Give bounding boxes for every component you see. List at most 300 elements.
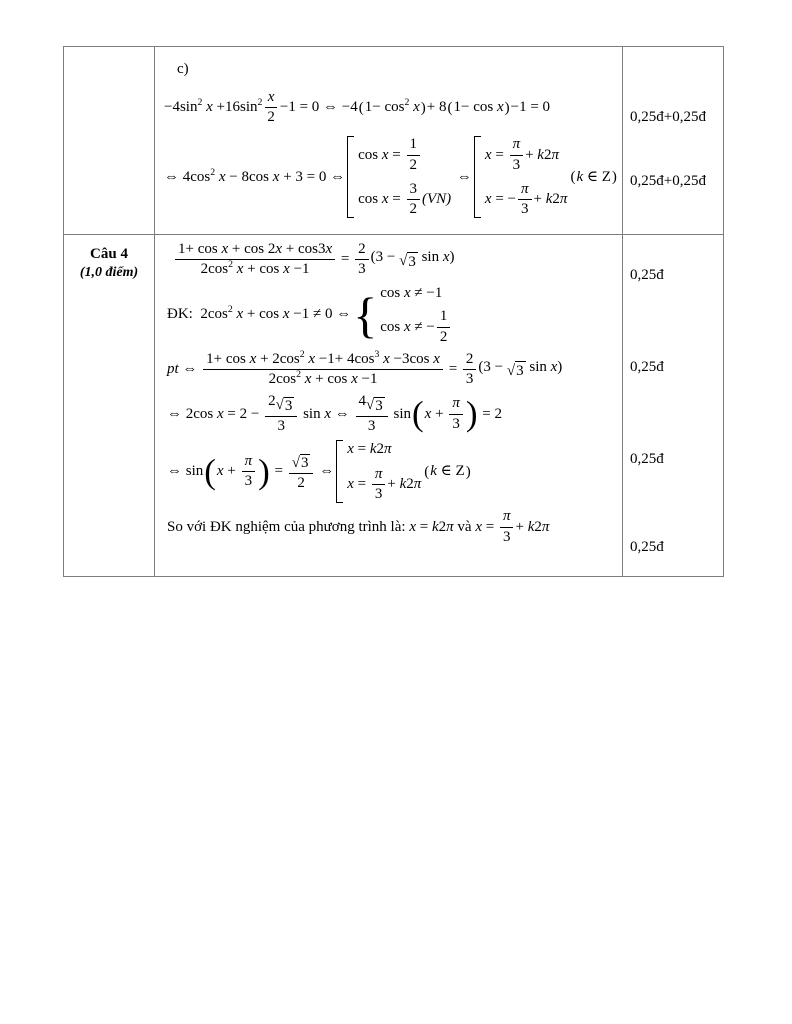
math-text: 3: [284, 397, 293, 414]
bracket-group: [474, 136, 568, 218]
numerator: [175, 241, 335, 260]
equation-stack: [347, 440, 421, 503]
math-run: [358, 146, 404, 165]
math-run: [452, 416, 460, 433]
math-var: x: [409, 99, 420, 116]
math-text: 1+ cos: [206, 350, 246, 367]
math-run: [503, 508, 511, 525]
math-text: 2: [406, 476, 414, 493]
math-var: π: [521, 180, 529, 197]
question-label-cell: [64, 235, 155, 576]
math-text: 2: [465, 350, 474, 367]
math-run: [177, 60, 189, 79]
fraction: [500, 508, 514, 546]
denominator: [407, 156, 421, 174]
math-line: [167, 393, 618, 435]
numerator: [242, 453, 256, 472]
math-text: −1+ 4cos: [318, 350, 375, 367]
math-text: + 8: [426, 99, 447, 116]
math-var: x: [267, 88, 275, 105]
paren-group: ( x + $\frac{\pi}{3}$ ): [204, 451, 270, 491]
stack-row: [485, 136, 559, 174]
math-var: π: [452, 395, 460, 412]
sqrt-radical: [507, 361, 526, 381]
math-run: [410, 136, 418, 153]
math-run: [453, 98, 503, 117]
math-var: π: [244, 453, 253, 469]
math-run: [521, 181, 529, 198]
math-line: [167, 440, 618, 503]
math-text: cos: [380, 284, 401, 301]
numerator: [203, 348, 443, 370]
math-text: 2: [409, 201, 417, 217]
paren-group: ( 1− cos x ): [447, 99, 510, 116]
math-run: [430, 462, 464, 481]
math-run: [245, 453, 253, 470]
stack-row: [347, 466, 421, 504]
math-var: k: [537, 146, 544, 163]
math-var: k: [527, 518, 535, 535]
fraction: [355, 241, 369, 279]
math-text: ⇔: [334, 405, 354, 422]
math-var: x: [304, 350, 319, 367]
radicand: [300, 454, 311, 472]
math-text: cos: [380, 318, 401, 335]
math-text: −3cos: [393, 350, 430, 367]
math-text: (3 −: [370, 249, 400, 266]
math-run: [453, 168, 472, 187]
solution-cell: [155, 47, 623, 234]
math-var: x: [202, 99, 217, 116]
fraction: [175, 241, 335, 279]
fraction: [449, 395, 463, 433]
math-text: + cos 2: [231, 241, 276, 257]
math-text: =: [270, 463, 287, 480]
math-var: k: [576, 168, 587, 185]
math-text: +: [387, 476, 400, 493]
math-var: π: [559, 191, 568, 208]
math-text: 2: [534, 518, 542, 535]
points-label: 0,25đ: [630, 451, 664, 467]
math-var: k: [430, 463, 441, 480]
math-run: [515, 518, 549, 537]
math-run: [285, 398, 293, 415]
math-run: [167, 305, 351, 324]
denominator: [198, 260, 313, 278]
numerator: [437, 308, 451, 327]
math-text: sin: [525, 358, 547, 375]
math-exponent: 2: [197, 97, 203, 109]
math-text: 2cos: [200, 261, 229, 278]
math-text: + cos: [246, 306, 280, 323]
math-var: x: [429, 350, 440, 367]
math-text: 3: [375, 397, 383, 414]
stack-row: [358, 181, 451, 219]
fraction: [265, 393, 297, 435]
math-run: [271, 462, 287, 481]
math-text: 3: [300, 455, 309, 472]
fraction: [289, 451, 314, 493]
math-text: 2: [543, 146, 552, 163]
math-text: −1 ≠ 0 ⇔: [293, 306, 352, 323]
math-run: [390, 405, 411, 424]
math-text: 2: [297, 475, 305, 492]
math-exponent: 2: [228, 259, 233, 271]
math-text: 3: [358, 261, 366, 278]
math-run: [485, 190, 516, 209]
math-run: [440, 329, 448, 346]
numerator: [355, 241, 369, 260]
points-label: 0,25đ+0,25đ: [630, 109, 706, 125]
math-text: =: [357, 441, 370, 458]
math-var: π: [512, 136, 521, 153]
math-text: 3: [277, 417, 285, 434]
paren-group: ( k ∈ Z ): [570, 168, 617, 186]
equation-stack: [358, 136, 451, 218]
numerator: [449, 395, 463, 414]
math-text: 2: [358, 241, 366, 257]
denominator: [242, 472, 256, 490]
math-run: [268, 89, 275, 106]
math-var: x: [279, 306, 294, 323]
math-var: x: [400, 284, 415, 301]
math-run: [503, 529, 511, 546]
fraction: [372, 466, 386, 504]
math-text: + 3 = 0 ⇔: [283, 168, 346, 185]
math-text: cos: [358, 146, 379, 163]
math-text: + 2cos: [260, 350, 300, 367]
math-run: [178, 241, 332, 258]
math-run: [375, 486, 383, 503]
math-var: x: [213, 405, 228, 422]
math-line: [164, 89, 618, 127]
math-run: [358, 241, 366, 258]
math-var: x: [217, 241, 232, 257]
fraction: [463, 351, 477, 389]
fraction: [203, 348, 443, 389]
paren-body: [365, 98, 420, 117]
stack-row: [485, 181, 568, 219]
math-run: [301, 455, 309, 472]
points-label: 0,25đ: [630, 267, 664, 283]
square-bracket: [347, 136, 354, 218]
math-var: x: [300, 371, 316, 387]
math-run: [576, 168, 610, 187]
math-var: x: [484, 146, 496, 163]
radicand: [284, 397, 295, 415]
math-var: π: [551, 146, 559, 163]
equation-stack: [485, 136, 568, 218]
radical-sign: √: [275, 397, 284, 414]
math-exponent: 2: [299, 348, 305, 360]
math-text: +: [525, 146, 538, 163]
points-label: 0,25đ: [630, 359, 664, 375]
math-text: ⇔: [182, 361, 202, 378]
math-var: k: [369, 441, 377, 458]
points-cell: [623, 47, 723, 234]
question-label-cell: [64, 47, 155, 234]
math-text: 3: [512, 156, 521, 173]
stack-row: [380, 284, 442, 303]
numerator: [289, 451, 314, 475]
math-run: [167, 360, 201, 379]
math-run: [164, 168, 345, 187]
radical-sign: √: [399, 253, 408, 270]
math-var: π: [541, 518, 550, 535]
math-var: x: [275, 241, 286, 257]
math-var: π: [502, 508, 511, 525]
math-line: [164, 136, 618, 218]
math-text: −4sin: [164, 99, 198, 116]
math-run: [422, 190, 451, 209]
numerator: [372, 466, 386, 485]
cases-group: { cos x ≠ −1 cos x ≠ − $\frac{1}{2}$: [353, 284, 452, 346]
math-run: [478, 405, 501, 424]
math-run: [534, 190, 568, 209]
math-exponent: 2: [210, 166, 216, 178]
math-run: [525, 146, 559, 165]
denominator: [437, 328, 451, 346]
math-exponent: 2: [227, 304, 233, 316]
math-var: x: [493, 99, 504, 116]
math-run: [315, 462, 334, 481]
paren-body: [430, 462, 464, 481]
math-var: k: [545, 191, 553, 208]
math-run: [380, 318, 435, 337]
math-text: +: [533, 191, 546, 208]
math-run: [387, 475, 421, 494]
math-text: −1: [293, 261, 310, 278]
math-text: 2: [552, 191, 560, 208]
math-text: 1+ cos: [178, 241, 218, 257]
math-text: 2: [438, 518, 447, 535]
math-text: sin: [389, 405, 412, 422]
fraction: [264, 89, 278, 127]
math-text: 3: [516, 363, 524, 380]
math-run: [516, 362, 524, 381]
denominator: [510, 156, 524, 174]
math-text: ∈ Z: [586, 168, 611, 185]
math-text: ∈ Z: [440, 463, 465, 480]
math-text: 3: [374, 486, 383, 503]
math-text: ≠ −: [414, 318, 435, 335]
math-var: x: [424, 405, 436, 422]
math-var: x: [233, 261, 248, 278]
math-run: [410, 157, 418, 174]
math-run: [359, 393, 385, 415]
math-run: [268, 393, 294, 415]
math-text: 2: [268, 393, 276, 410]
math-run: [427, 98, 447, 117]
math-text: So với ĐK nghiệm của phương trình là:: [167, 518, 410, 535]
math-text: =: [444, 361, 461, 378]
math-text: =: [392, 191, 405, 208]
math-run: [513, 157, 521, 174]
denominator: [500, 528, 514, 546]
denominator: [294, 474, 308, 492]
denominator: [274, 417, 288, 435]
fraction: [407, 181, 421, 219]
math-var: x: [546, 358, 558, 375]
math-var: k: [399, 476, 407, 493]
math-var: x: [400, 318, 415, 335]
math-text: + cos: [315, 371, 348, 387]
math-run: [440, 308, 448, 325]
fraction: [518, 181, 532, 219]
math-run: [466, 371, 474, 388]
math-run: [485, 146, 508, 165]
question-number: Câu 4: [90, 246, 128, 262]
math-text: 2: [267, 109, 275, 125]
math-text: −1 = 0 ⇔ −4: [279, 99, 358, 116]
math-text: 3: [452, 415, 460, 432]
math-var: π: [446, 518, 454, 535]
math-run: [375, 466, 383, 483]
numerator: [510, 136, 524, 155]
math-run: [511, 98, 550, 117]
math-run: [368, 418, 376, 435]
math-var: x: [279, 261, 294, 278]
math-run: [269, 371, 378, 388]
math-text: +: [515, 518, 528, 535]
math-text: 2: [439, 328, 448, 345]
math-text: = 2 −: [227, 405, 264, 422]
numerator: [265, 393, 297, 417]
math-run: [267, 109, 275, 126]
math-run: [410, 181, 418, 198]
math-var: π: [413, 476, 422, 493]
math-run: [292, 451, 311, 473]
math-run: [167, 462, 203, 481]
paren-body: [425, 395, 465, 433]
math-text: 2: [409, 156, 417, 173]
denominator: [463, 370, 477, 388]
math-var: x: [475, 518, 486, 535]
math-text: = 2: [478, 405, 502, 422]
stack-row: [347, 440, 391, 459]
math-var: x: [216, 463, 228, 480]
paren-group: ( $1- \cos^2 x$ ): [358, 97, 426, 116]
math-var: x: [269, 168, 284, 185]
math-run: [167, 405, 263, 424]
radicand: [407, 252, 418, 272]
math-var: (VN): [422, 191, 452, 208]
square-bracket: [336, 440, 343, 503]
math-var: x: [439, 249, 450, 266]
fraction: [356, 393, 388, 435]
math-text: = −: [495, 191, 517, 208]
fraction: [407, 136, 421, 174]
math-exponent: 3: [374, 348, 380, 360]
math-text: ⇔: [453, 168, 472, 185]
numerator: [265, 89, 278, 108]
denominator: [355, 260, 369, 278]
math-text: ): [449, 249, 455, 266]
bracket-group: [347, 136, 451, 218]
radical-sign: √: [291, 454, 300, 471]
math-text: ≠ −1: [414, 284, 443, 301]
math-text: sin: [299, 405, 321, 422]
math-line: [167, 284, 618, 346]
fraction: [242, 453, 256, 491]
sqrt-radical: [292, 454, 311, 472]
math-text: ⇔: [315, 463, 335, 480]
paren-body: [217, 453, 257, 491]
math-run: [380, 284, 442, 303]
math-line: [167, 348, 618, 389]
math-text: =: [485, 518, 498, 535]
fraction: [437, 308, 451, 346]
math-run: [164, 98, 262, 117]
sqrt-radical: [366, 397, 385, 415]
denominator: [365, 417, 379, 435]
math-text: 2: [376, 441, 384, 458]
math-run: [201, 261, 310, 278]
math-var: x: [347, 441, 358, 458]
math-var: x: [245, 350, 261, 367]
table-row-part-c: [64, 47, 723, 235]
math-text: 4: [358, 393, 367, 410]
math-text: ⇔ 4cos: [164, 168, 211, 185]
math-run: [466, 351, 474, 368]
math-var: x: [347, 371, 362, 387]
numerator: [356, 393, 388, 417]
math-text: ĐK: 2cos: [167, 306, 228, 323]
math-var: x: [320, 405, 335, 422]
math-run: [478, 358, 562, 381]
denominator: [449, 415, 463, 433]
math-text: 3: [409, 180, 417, 197]
numerator: [463, 351, 477, 370]
denominator: [518, 200, 532, 218]
math-run: [452, 395, 460, 412]
numerator: [407, 136, 421, 155]
math-var: x: [325, 241, 333, 257]
math-text: + cos3: [285, 241, 326, 257]
points-cell: [623, 235, 723, 576]
math-var: x: [215, 168, 230, 185]
stack-row: [358, 136, 422, 174]
radicand: [374, 397, 385, 415]
math-run: [375, 398, 383, 415]
math-exponent: 2: [404, 97, 410, 109]
radicand: [515, 361, 526, 381]
math-text: + cos: [247, 261, 280, 278]
math-run: [277, 418, 285, 435]
math-run: [297, 475, 305, 492]
question-points: (1,0 điểm): [79, 264, 139, 280]
points-label: 0,25đ+0,25đ: [630, 173, 706, 189]
math-var: x: [484, 191, 496, 208]
math-text: ⇔ sin: [167, 463, 204, 480]
math-run: [358, 261, 366, 278]
math-exponent: 2: [257, 97, 263, 109]
math-text: 3: [465, 371, 474, 387]
math-text: 3: [408, 253, 416, 270]
math-run: [167, 518, 498, 537]
math-run: [280, 98, 358, 117]
denominator: [264, 108, 278, 126]
sqrt-radical: [276, 397, 295, 415]
equation-stack: [379, 284, 452, 346]
fraction: [510, 136, 524, 174]
math-text: 3: [521, 201, 529, 217]
numerator: [407, 181, 421, 200]
math-text: 3: [502, 528, 511, 545]
answer-key-table: [63, 46, 724, 577]
square-bracket: [474, 136, 481, 218]
math-text: =: [419, 518, 432, 535]
